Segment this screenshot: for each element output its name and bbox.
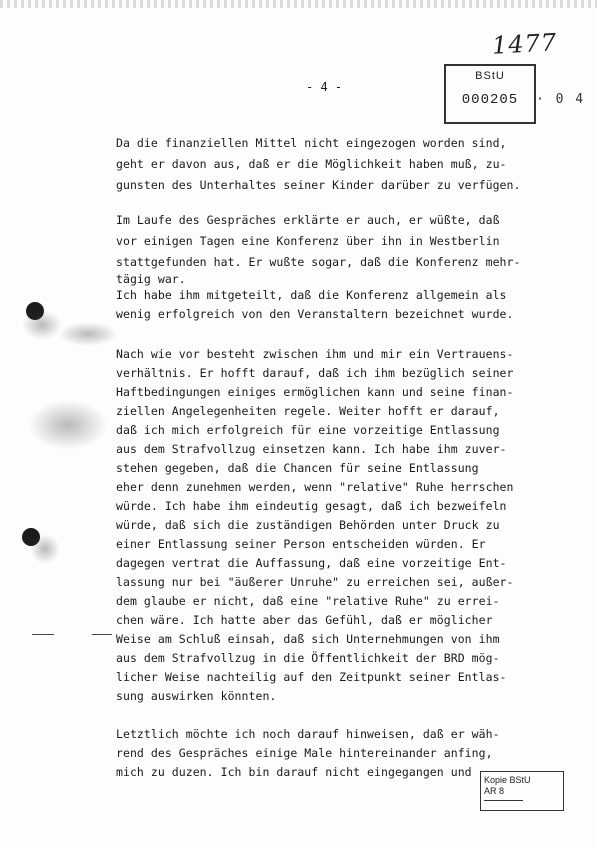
text-line: wenig erfolgreich von den Veranstaltern bezeichnet wurde.	[116, 307, 514, 321]
text-line: geht er davon aus, daß er die Möglichkeit haben muß, zu-	[116, 157, 507, 171]
text-line: sung auswirken könnten.	[116, 689, 277, 703]
text-line: Ich habe ihm mitgeteilt, daß die Konferenz allgemein als	[116, 288, 507, 302]
copy-stamp	[480, 771, 564, 811]
scan-smudge	[28, 400, 108, 450]
text-line: verhältnis. Er hofft darauf, daß ich ihm bezüglich seiner	[116, 366, 514, 380]
text-line: licher Weise nachteilig auf den Zeitpunkt seiner Entlas-	[116, 670, 507, 684]
text-line: aus dem Strafvollzug einsetzen kann. Ich habe ihm zuver-	[116, 442, 507, 456]
text-line: mich zu duzen. Ich bin darauf nicht eingegangen und	[116, 765, 472, 779]
margin-dash	[32, 634, 54, 635]
copy-stamp-line2: AR 8	[484, 786, 505, 796]
text-line: Im Laufe des Gespräches erklärte er auch, er wüßte, daß	[116, 213, 500, 227]
text-line: chen wäre. Ich hatte aber das Gefühl, daß er möglicher	[116, 613, 493, 627]
text-line: dagegen vertrat die Auffassung, daß eine vorzeitige Ent-	[116, 556, 507, 570]
text-line: würde. Ich habe ihm eindeutig gesagt, daß ich bezweifeln	[116, 499, 507, 513]
scan-smudge	[30, 534, 60, 564]
text-line: eher denn zunehmen werden, wenn "relative" Ruhe herrschen	[116, 480, 514, 494]
text-line: stehen gegeben, daß die Chancen für seine Entlassung	[116, 461, 479, 475]
copy-stamp-rule	[484, 800, 523, 801]
copy-stamp-line1: Kopie BStU	[484, 775, 531, 785]
text-line: tägig war.	[116, 272, 186, 286]
text-line: daß ich mich erfolgreich für eine vorzeitige Entlassung	[116, 423, 500, 437]
text-line: gunsten des Unterhaltes seiner Kinder darüber zu verfügen.	[116, 178, 521, 192]
text-line: rend des Gespräches einige Male hintereinander anfing,	[116, 746, 493, 760]
text-line: stattgefunden hat. Er wußte sogar, daß die Konferenz mehr-	[116, 255, 521, 269]
text-line: lassung nur bei "äußerer Unruhe" zu erreichen sei, außer-	[116, 575, 514, 589]
text-line: Weise am Schluß einsah, daß sich Unternehmungen von ihm	[116, 632, 500, 646]
text-line: dem glaube er nicht, daß eine "relative Ruhe" zu errei-	[116, 594, 500, 608]
text-line: vor einigen Tagen eine Konferenz über ihn in Westberlin	[116, 234, 500, 248]
text-line: einer Entlassung seiner Person entscheiden würden. Er	[116, 537, 486, 551]
stamp-side-mark: · 0 4	[536, 92, 586, 107]
scan-smudge	[22, 310, 62, 340]
page-number: - 4 -	[306, 80, 343, 94]
handwritten-page-number: 1477	[491, 28, 558, 60]
text-line: Haftbedingungen einiges ermöglichen kann und seine finan-	[116, 385, 514, 399]
margin-dash	[92, 634, 112, 635]
archive-stamp	[444, 64, 536, 124]
stamp-agency: BStU	[475, 70, 505, 82]
text-line: ziellen Angelegenheiten regele. Weiter hofft er darauf,	[116, 404, 500, 418]
text-line: Nach wie vor besteht zwischen ihm und mir ein Vertrauens-	[116, 347, 514, 361]
text-line: aus dem Strafvollzug in die Öffentlichkeit der BRD mög-	[116, 651, 500, 665]
text-line: würde, daß sich die zuständigen Behörden unter Druck zu	[116, 518, 500, 532]
text-line: Da die finanziellen Mittel nicht eingezogen worden sind,	[116, 136, 507, 150]
stamp-number: 000205	[461, 92, 519, 108]
scan-edge-noise	[0, 0, 597, 8]
scan-smudge	[58, 322, 118, 346]
text-line: Letztlich möchte ich noch darauf hinweisen, daß er wäh-	[116, 727, 500, 741]
